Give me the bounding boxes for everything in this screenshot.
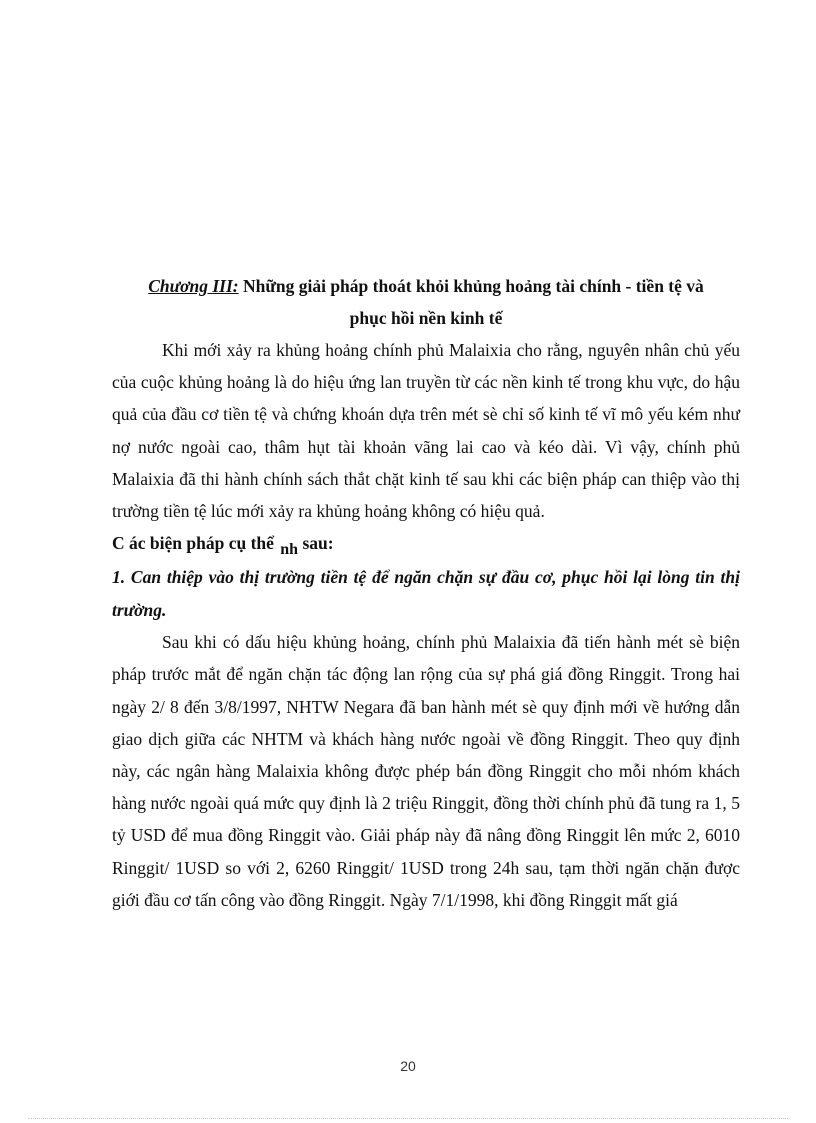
chapter-title <box>112 270 740 334</box>
intro-paragraph: Khi mới xảy ra khủng hoảng chính phủ Malaixia cho rằng, nguyên nhân chủ yếu của cuộc khủng hoảng là do hiệu ứng lan truyền từ các nền kinh tế trong khu vực, do hậu quả của đầu cơ tiền tệ và chứng khoán dựa trên mét sè chỉ số kinh tế vĩ mô yếu kém như nợ nước ngoài cao, thâm hụt tài khoản vãng lai cao và kéo dài. Vì vậy, chính phủ Malaixia đã thi hành chính sách thắt chặt kinh tế sau khi các biện pháp can thiệp vào thị trường tiền tệ lúc mới xảy ra khủng hoảng không có hiệu quả. <box>112 340 740 522</box>
measures-heading-tail: sau: <box>302 533 334 554</box>
section-1-paragraph: Sau khi có dấu hiệu khủng hoảng, chính phủ Malaixia đã tiến hành mét sè biện pháp trước mắt để ngăn chặn tác động lan rộng của sự phá giá đồng Ringgit. Trong hai ngày 2/ 8 đến 3/8/1997, NHTW Negara đã ban hành mét sè quy định mới về hướng dẫn giao dịch giữa các NHTM và khách hàng nước ngoài về đồng Ringgit. Theo quy định này, các ngân hàng Malaixia không được phép bán đồng Ringgit cho mỗi nhóm khách hàng nước ngoài quá mức quy định là 2 triệu Ringgit, đồng thời chính phủ đã tung ra 1, 5 tỷ USD để mua đồng Ringgit vào. Giải pháp này đã nâng đồng Ringgit lên mức 2, 6010 Ringgit/ 1USD so với 2, 6260 Ringgit/ 1USD trong 24h sau, tạm thời ngăn chặn được giới đầu cơ tấn công vào đồng Ringgit. Ngày 7/1/1998, khi đồng Ringgit mất giá <box>112 632 740 910</box>
measures-heading <box>112 527 740 561</box>
section-heading-1: 1. Can thiệp vào thị trường tiền tệ để ngăn chặn sự đầu cơ, phục hồi lại lòng tin thị trường. <box>112 567 740 620</box>
chapter-title-line1: Những giải pháp thoát khỏi khủng hoảng tài chính - tiền tệ và <box>238 276 704 296</box>
footer-divider <box>28 1118 788 1119</box>
measures-heading-nh: nh <box>280 541 299 559</box>
page-number: 20 <box>400 1058 416 1074</box>
chapter-label: Chương III: <box>148 276 239 296</box>
page-content <box>112 270 740 916</box>
chapter-title-line2: phục hồi nền kinh tế <box>349 308 503 328</box>
measures-heading-text: C ác biện pháp cụ thể <box>112 533 274 554</box>
